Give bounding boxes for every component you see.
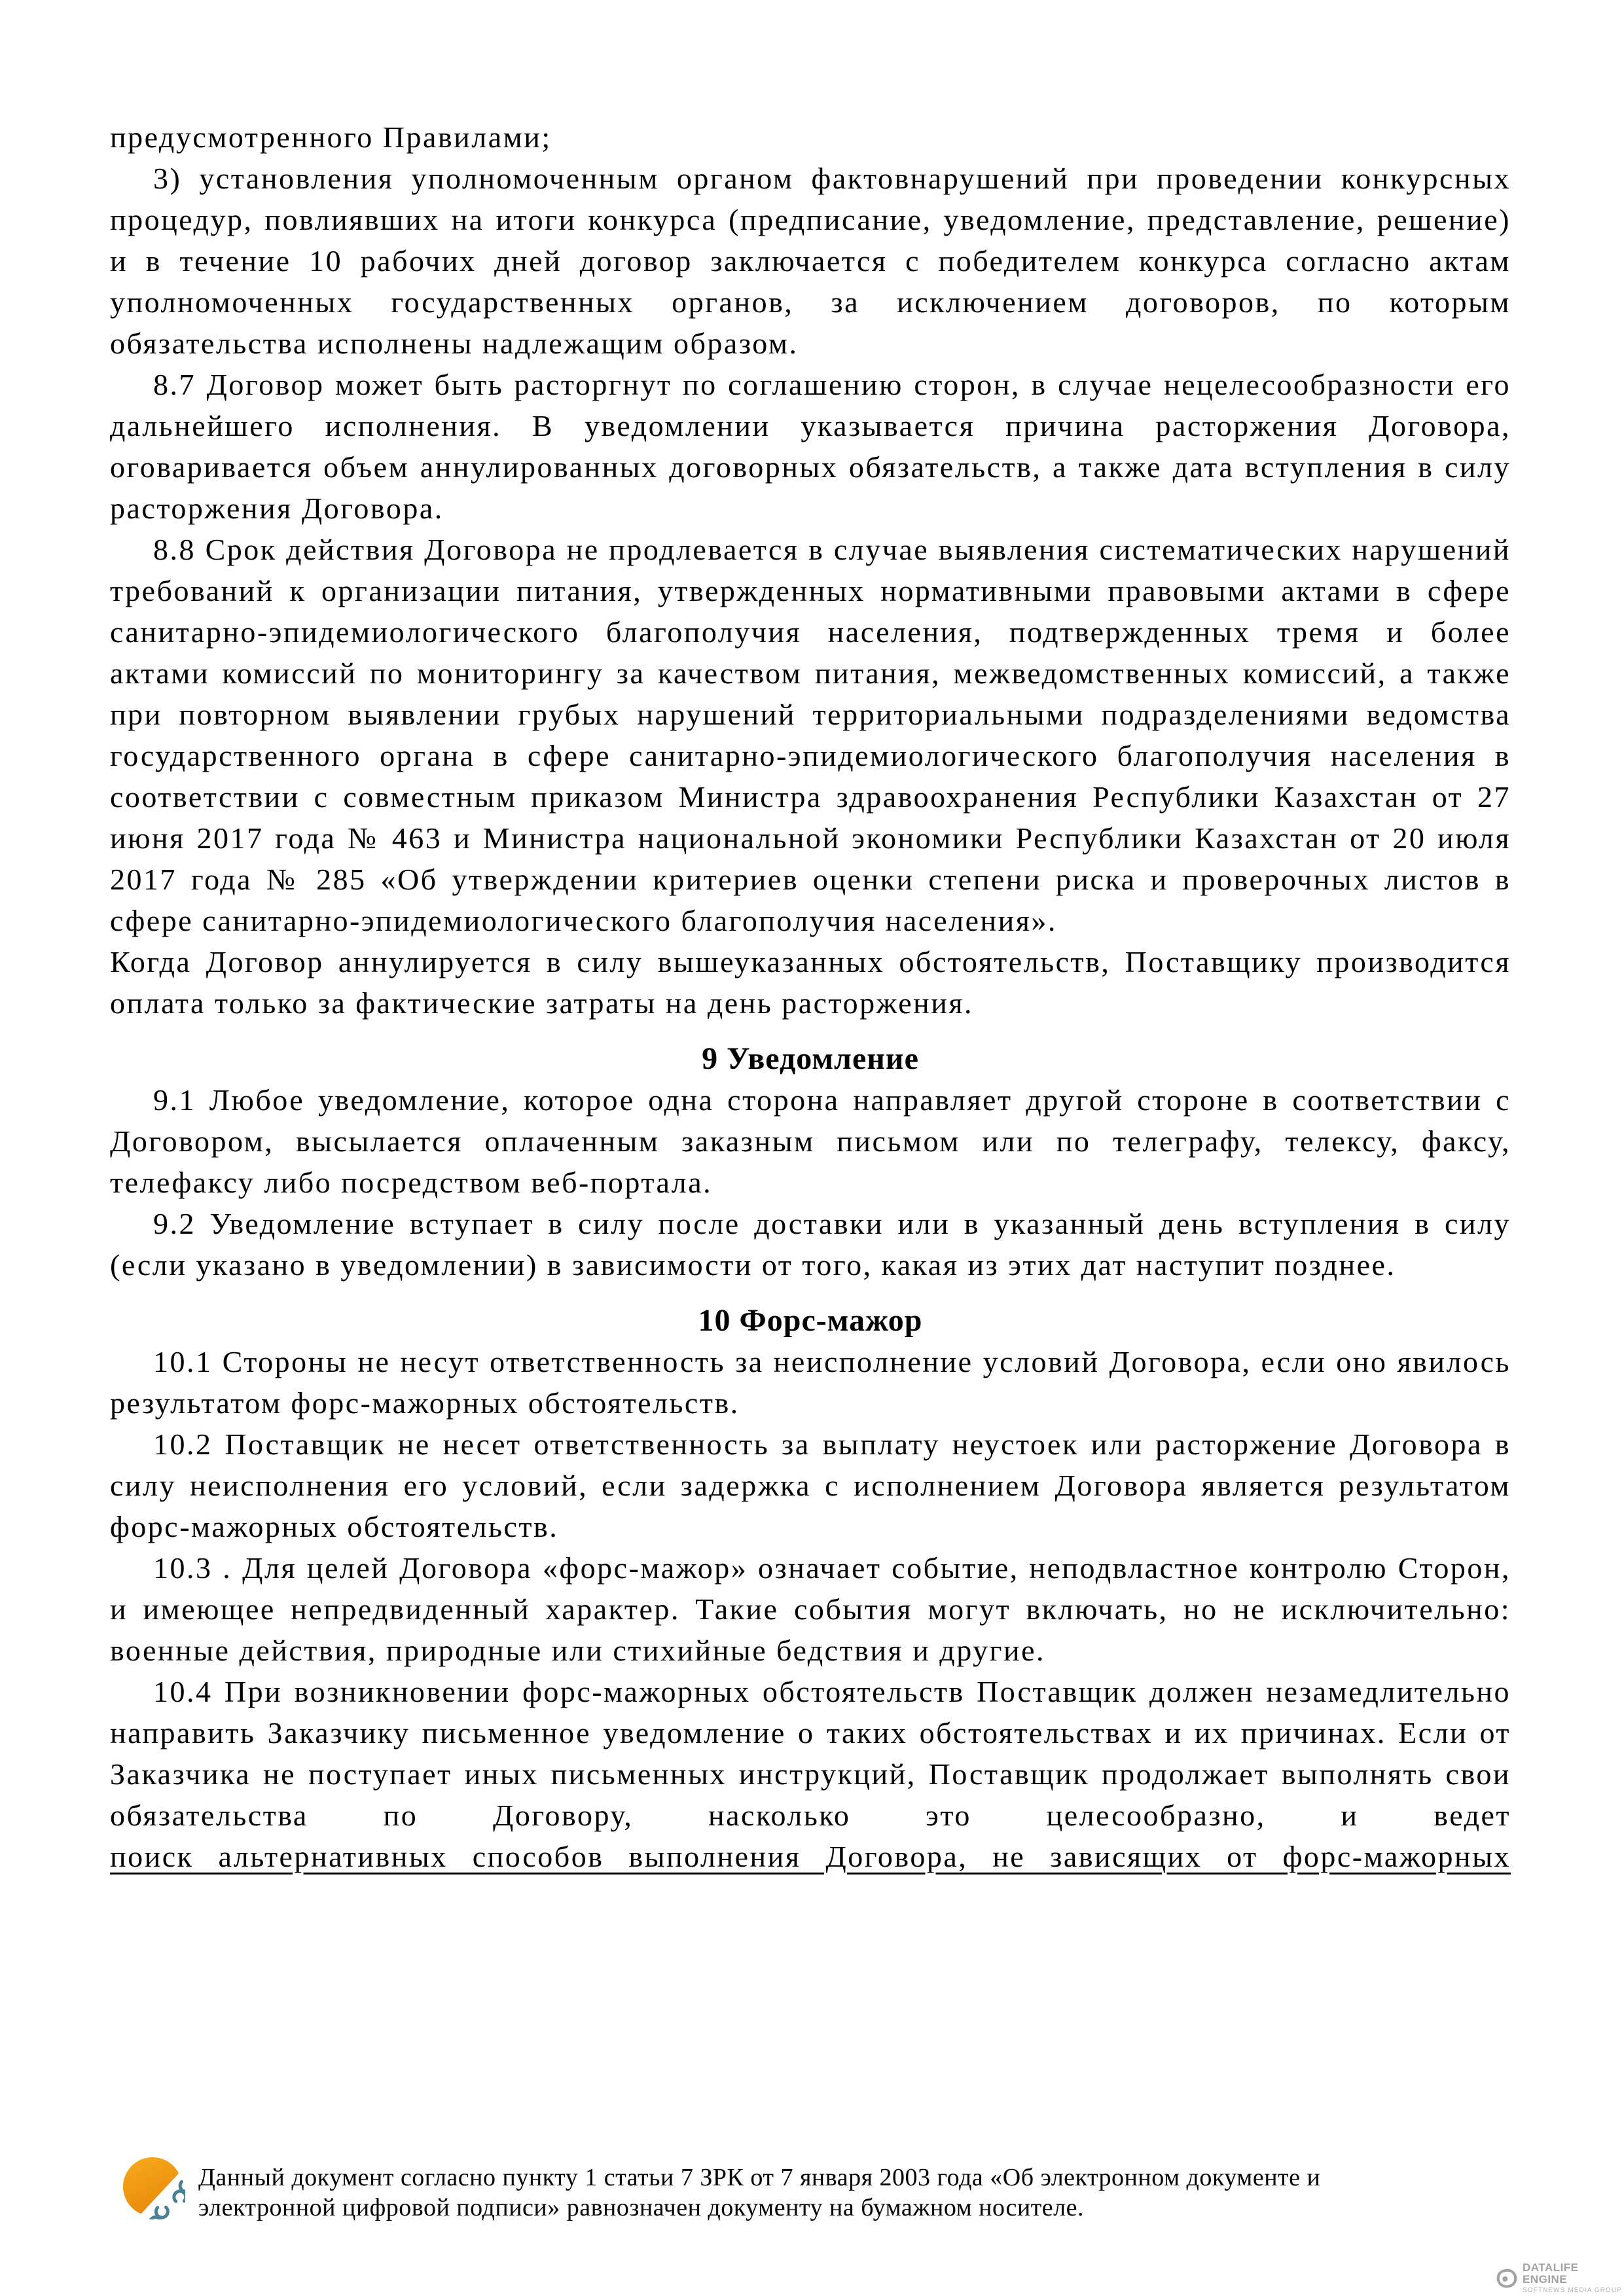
clause-10-2: 10.2 Поставщик не несет ответственность за выплату неустоек или расторжение Договора в силу неисполнения его условий, если задержка с исполнением Договора является результатом форс-мажорных обстоятельств. <box>110 1427 1511 1543</box>
kazakh-ornament-sun-icon <box>122 2156 185 2219</box>
esign-note <box>198 2162 1320 2223</box>
esign-note-line1: Данный документ согласно пункту 1 статьи 7 ЗРК от 7 января 2003 года «Об электронном документе и <box>198 2164 1321 2191</box>
clause-10-1: 10.1 Стороны не несут ответственность за неисполнение условий Договора, если оно явилось результатом форс-мажорных обстоятельств. <box>110 1345 1511 1420</box>
clause-9-2: 9.2 Уведомление вступает в силу после доставки или в указанный день вступления в силу (если указано в уведомлении) в зависимости от того, какая из этих дат наступит позднее. <box>110 1207 1511 1282</box>
clause-8-8-note: Когда Договор аннулируется в силу вышеуказанных обстоятельств, Поставщику производится оплата только за фактические затраты на день расторжения. <box>110 945 1511 1020</box>
esign-note-line2: электронной цифровой подписи» равнозначен документу на бумажном носителе. <box>198 2194 1084 2221</box>
clause-10-4: 10.4 При возникновении форс-мажорных обстоятельств Поставщик должен незамедлительно направить Заказчику письменное уведомление о таких обстоятельствах и их причинах. Если от Заказчика не поступает иных письменных инструкций, Поставщик продолжает выполнять свои обязательства по Договору, насколько это целесообразно, и ведет <box>110 1675 1511 1832</box>
clause-8-8: 8.8 Срок действия Договора не продлевается в случае выявления систематических нарушений требований к организации питания, утвержденных нормативными правовыми актами в сфере санитарно-эпидемиологического благополучия населения, подтвержденных тремя и более актами комиссий по мониторингу за качеством питания, межведомственных комиссий, а также при повторном выявлении грубых нарушений территориальными подразделениями ведомства государственного органа в сфере санитарно-эпидемиологического благополучия населения в соответствии с совместным приказом Министра здравоохранения Республики Казахстан от 27 июня 2017 года № 463 и Министра национальной экономики Республики Казахстан от 20 июля 2017 года № 285 «Об утверждении критериев оценки степени риска и проверочных листов в сфере санитарно-эпидемиологического благополучия населения». <box>110 533 1511 937</box>
datalife-title: DATALIFE ENGINE <box>1523 2261 1579 2286</box>
clause-10-4-underlined-line: поиск альтернативных способов выполнения Договора, не зависящих от форс-мажорных <box>110 1840 1511 1873</box>
datalife-watermark-text <box>1523 2262 1624 2294</box>
esign-footer <box>122 2156 1320 2223</box>
clause-8-7: 8.7 Договор может быть расторгнут по соглашению сторон, в случае нецелесообразности его дальнейшего исполнения. В уведомлении указывается причина расторжения Договора, оговаривается объем аннулированных договорных обязательств, а также дата вступления в силу расторжения Договора. <box>110 368 1511 525</box>
datalife-subtitle: SOFTNEWS MEDIA GROUP <box>1523 2287 1623 2294</box>
section-10-heading: 10 Форс-мажор <box>698 1303 923 1338</box>
clause-10-3: 10.3 . Для целей Договора «форс-мажор» означает событие, неподвластное контролю Сторон, и имеющее непредвиденный характер. Такие события могут включать, но не исключительно: военные действия, природные или стихийные бедствия и другие. <box>110 1551 1511 1667</box>
contract-text-body <box>110 117 1511 1877</box>
datalife-engine-watermark <box>1496 2262 1624 2294</box>
paragraph-continuation: предусмотренного Правилами; <box>110 120 552 154</box>
datalife-eye-icon <box>1496 2268 1517 2289</box>
clause-9-1: 9.1 Любое уведомление, которое одна сторона направляет другой стороне в соответствии с Договором, высылается оплаченным заказным письмом или по телеграфу, телексу, факсу, телефаксу либо посредством веб-портала. <box>110 1083 1511 1199</box>
section-9-heading: 9 Уведомление <box>702 1041 919 1076</box>
clause-3: 3) установления уполномоченным органом фактовнарушений при проведении конкурсных процедур, повлиявших на итоги конкурса (предписание, уведомление, представление, решение) и в течение 10 рабочих дней договор заключается с победителем конкурса согласно актам уполномоченных государственных органов, за исключением договоров, по которым обязательства исполнены надлежащим образом. <box>110 162 1511 360</box>
